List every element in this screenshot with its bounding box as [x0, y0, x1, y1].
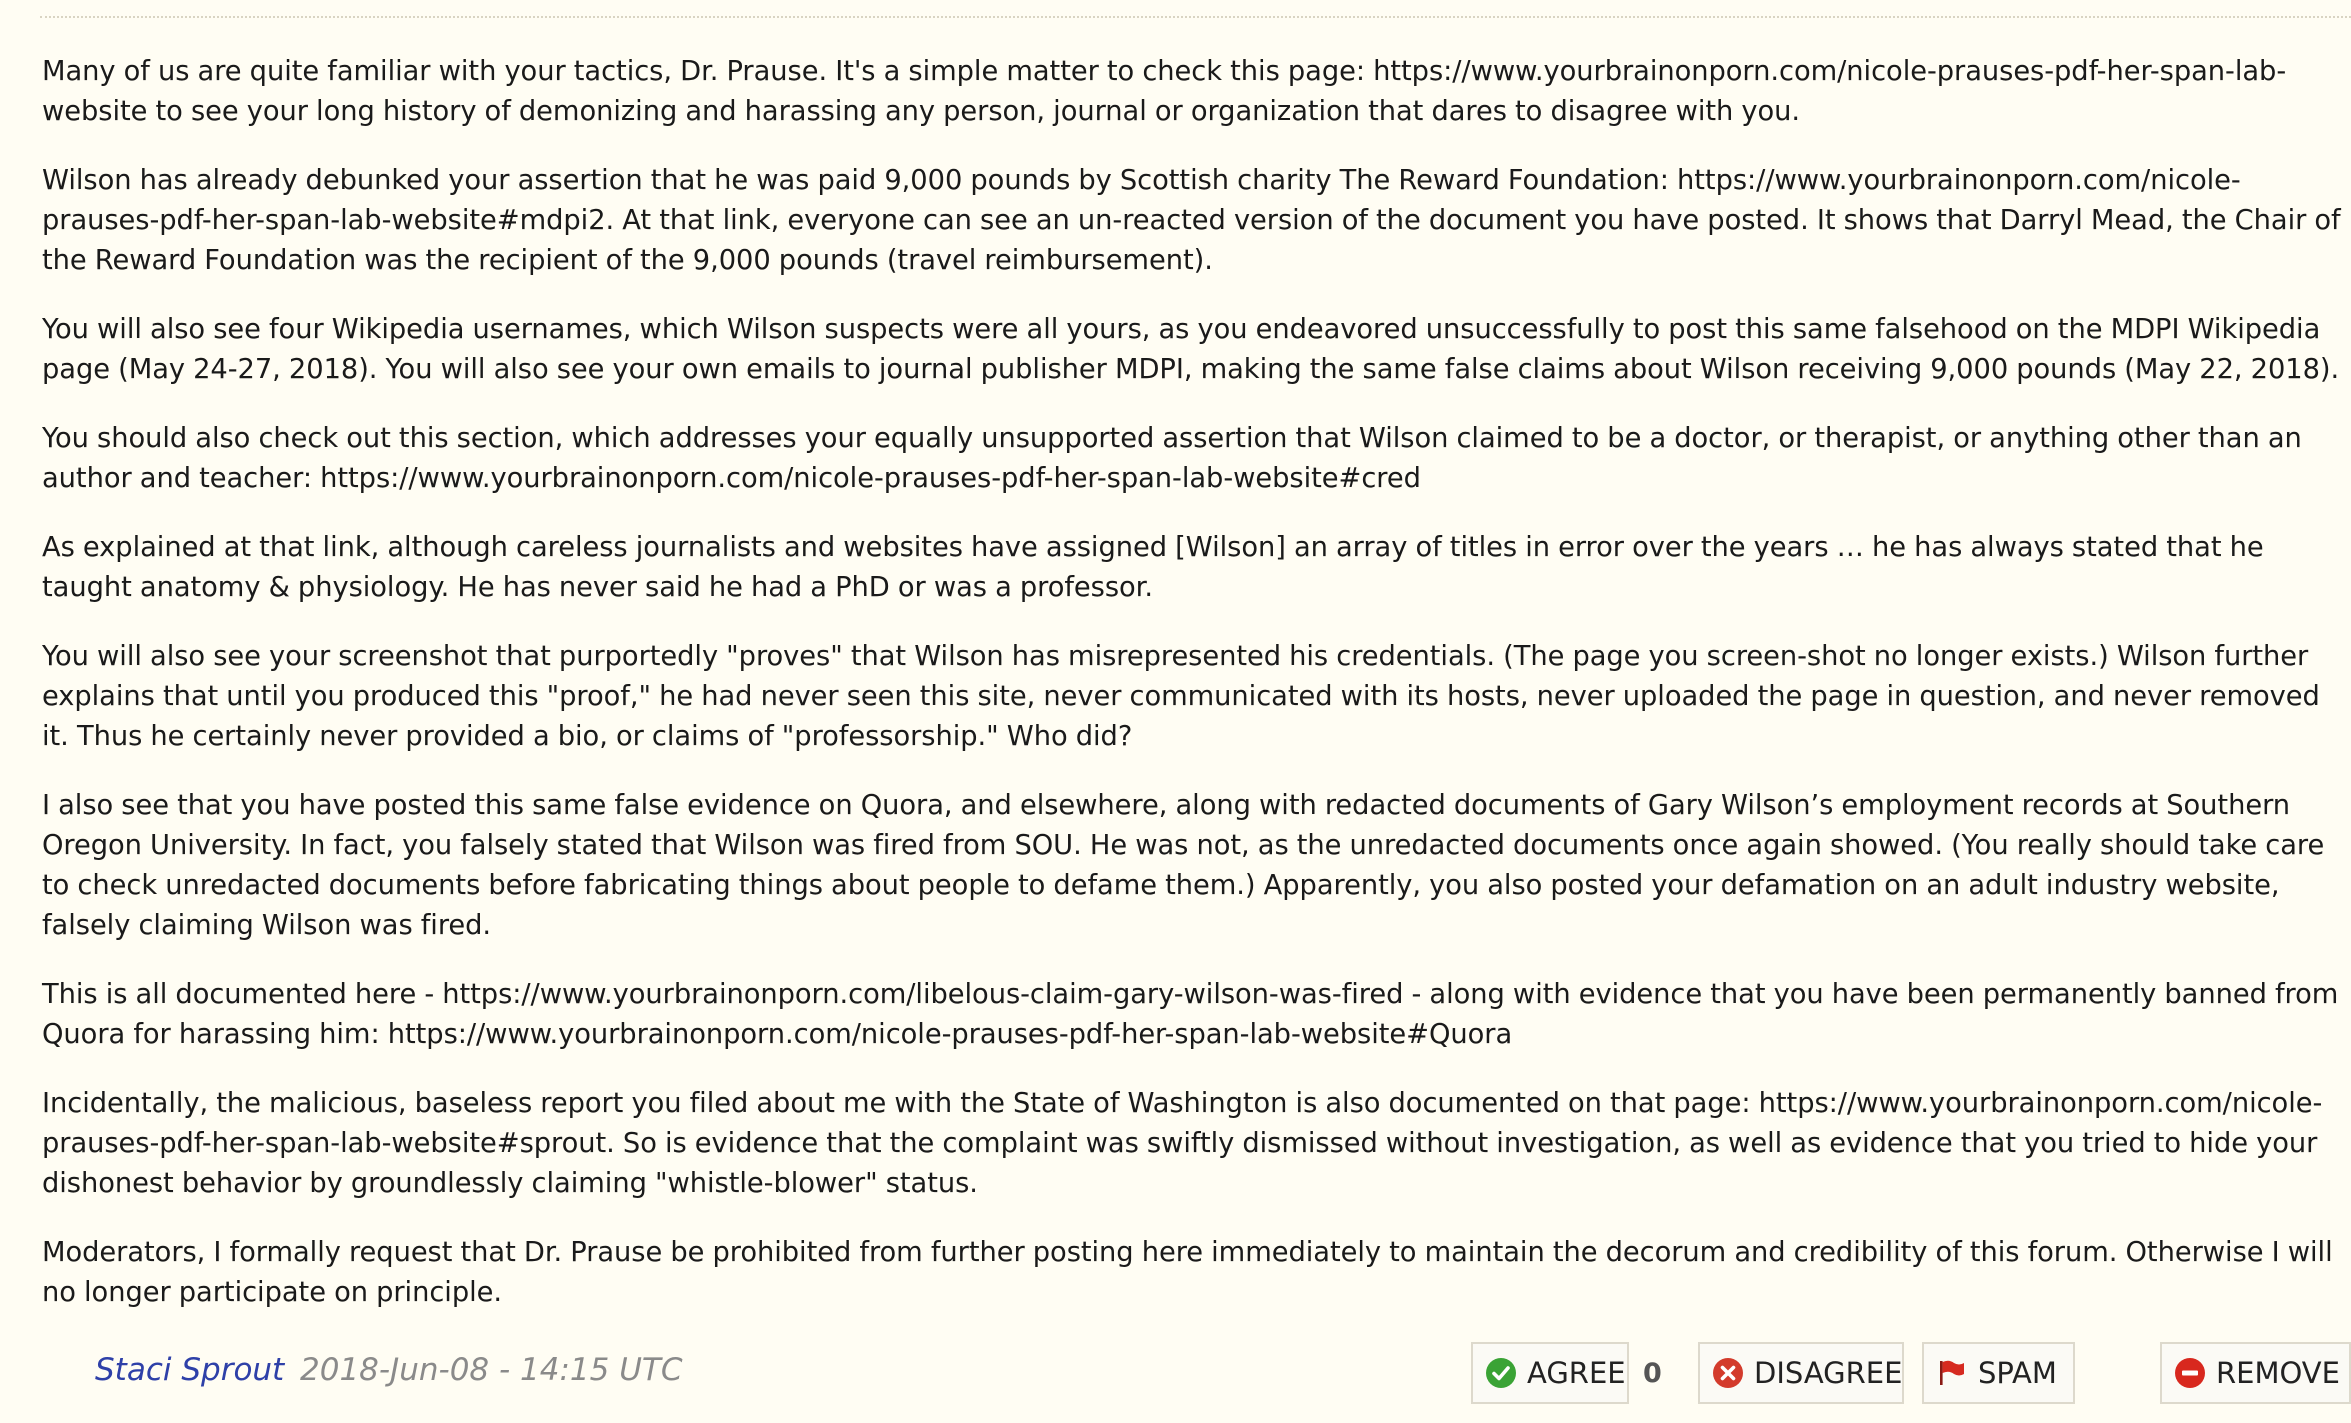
- top-divider: [40, 16, 2351, 18]
- comment-paragraph: You should also check out this section, which addresses your equally unsupported assertion that Wilson claimed to be a doctor, or therapist, or anything other than an author and teacher: https://www.yourbrainonporn.com/nicole-prauses-pdf-her-span-lab-website#cred: [42, 423, 2302, 494]
- agree-count: 0: [1643, 1358, 1662, 1389]
- agree-label: AGREE: [1527, 1356, 1626, 1390]
- comment-paragraph: Wilson has already debunked your assertion that he was paid 9,000 pounds by Scottish charity The Reward Foundation: https://www.yourbrainonporn.com/nicole-prauses-pdf-her-span-lab-website#mdpi2. At that link, everyone can see an un-reacted version of the document you have posted. It shows that Darryl Mead, the Chair of the Reward Foundation was the recipient of the 9,000 pounds (travel reimbursement).: [42, 165, 2341, 276]
- comment-paragraph: As explained at that link, although careless journalists and websites have assigned [Wilson] an array of titles in error over the years … he has always stated that he taught anatomy & physiology. He has never said he had a PhD or was a professor.: [42, 532, 2264, 603]
- comment-timestamp: 2018-Jun-08 - 14:15 UTC: [300, 1352, 683, 1388]
- agree-button[interactable]: [1471, 1342, 1629, 1404]
- disagree-button[interactable]: [1698, 1342, 1904, 1404]
- comment-paragraph: I also see that you have posted this same false evidence on Quora, and elsewhere, along with redacted documents of Gary Wilson’s employment records at Southern Oregon University. In fact, you falsely stated that Wilson was fired from SOU. He was not, as the unredacted documents once again showed. (You really should take care to check unredacted documents before fabricating things about people to defame them.) Apparently, you also posted your defamation on an adult industry website, falsely claiming Wilson was fired.: [42, 790, 2325, 941]
- comment-paragraph: Many of us are quite familiar with your tactics, Dr. Prause. It's a simple matter to check this page: https://www.yourbrainonporn.com/nicole-prauses-pdf-her-span-lab-website to see your long history of demonizing and harassing any person, journal or organization that dares to disagree with you.: [42, 56, 2287, 127]
- comment-paragraph: You will also see your screenshot that purportedly "proves" that Wilson has misrepresented his credentials. (The page you screen-shot no longer exists.) Wilson further explains that until you produced this "proof," he had never seen this site, never communicated with its hosts, never uploaded the page in question, and never removed it. Thus he certainly never provided a bio, or claims of "professorship." Who did?: [42, 641, 2320, 752]
- spam-label: SPAM: [1978, 1356, 2057, 1390]
- flag-icon: [1936, 1357, 1968, 1389]
- comment-footer: [0, 1342, 2351, 1408]
- x-circle-icon: [1712, 1357, 1744, 1389]
- comment-paragraph: Moderators, I formally request that Dr. Prause be prohibited from further posting here immediately to maintain the decorum and credibility of this forum. Otherwise I will no longer participate on principle.: [42, 1237, 2333, 1308]
- comment-paragraph: You will also see four Wikipedia usernames, which Wilson suspects were all yours, as you endeavored unsuccessfully to post this same falsehood on the MDPI Wikipedia page (May 24-27, 2018). You will also see your own emails to journal publisher MDPI, making the same false claims about Wilson receiving 9,000 pounds (May 22, 2018).: [42, 314, 2340, 385]
- check-circle-icon: [1485, 1357, 1517, 1389]
- remove-button[interactable]: [2160, 1342, 2351, 1404]
- disagree-label: DISAGREE: [1754, 1356, 1903, 1390]
- spam-button[interactable]: [1922, 1342, 2075, 1404]
- minus-circle-icon: [2174, 1357, 2206, 1389]
- author-link[interactable]: Staci Sprout: [95, 1352, 285, 1388]
- remove-label: REMOVE: [2216, 1356, 2340, 1390]
- comment-paragraph: This is all documented here - https://www.yourbrainonporn.com/libelous-claim-gary-wilson-was-fired - along with evidence that you have been permanently banned from Quora for harassing him: https://www.yourbrainonporn.com/nicole-prauses-pdf-her-span-lab-website#Quora: [42, 979, 2339, 1050]
- comment-body: [42, 52, 2342, 1342]
- comment-paragraph: Incidentally, the malicious, baseless report you filed about me with the State of Washington is also documented on that page: https://www.yourbrainonporn.com/nicole-prauses-pdf-her-span-lab-website#sprout. So is evidence that the complaint was swiftly dismissed without investigation, as well as evidence that you tried to hide your dishonest behavior by groundlessly claiming "whistle-blower" status.: [42, 1088, 2323, 1199]
